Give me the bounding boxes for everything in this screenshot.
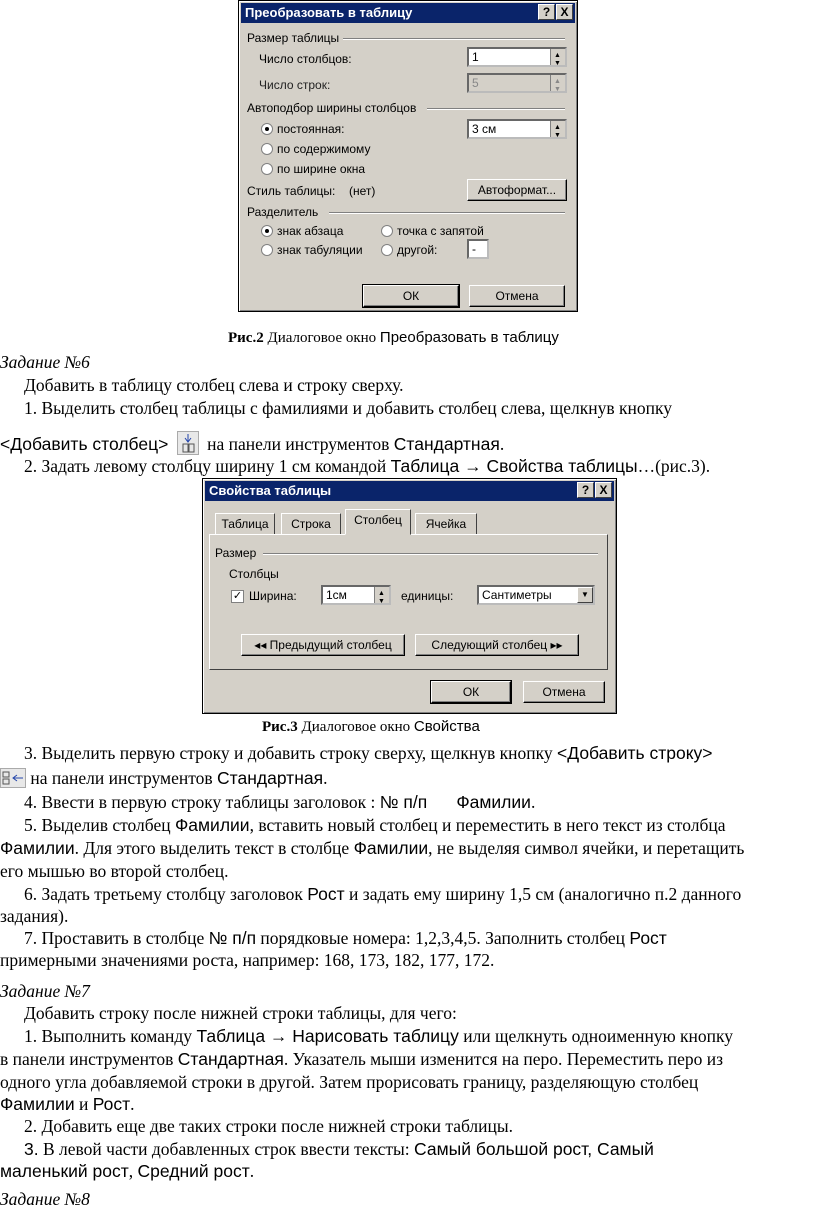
task-6-step-6: 6. Задать третьему столбцу заголовок Рост и задать ему ширину 1,5 см (аналогично п.2 данного — [24, 884, 742, 904]
task-6-step-3: 3. Выделить первую строку и добавить строку сверху, щелкнув кнопку <Добавить строку> — [24, 743, 713, 763]
separator-group-label: Разделитель — [247, 205, 319, 219]
task-7-intro: Добавить строку после нижней строки таблицы, для чего: — [24, 1003, 457, 1023]
para-label: знак абзаца — [277, 224, 344, 238]
task-7-step-3-cont: маленький рост, Средний рост. — [0, 1161, 255, 1181]
style-label: Стиль таблицы: — [247, 184, 336, 198]
size-group-line — [263, 553, 598, 555]
task-6-step-5: 5. Выделив столбец Фамилии, вставить новый столбец и переместить в него текст из столбца — [24, 815, 726, 835]
task-8-title: Задание №8 — [0, 1189, 90, 1209]
convert-to-table-dialog — [238, 0, 578, 312]
other-radio[interactable] — [381, 244, 393, 256]
tab-cell[interactable]: Ячейка — [415, 513, 477, 535]
task-6-step-1: 1. Выделить столбец таблицы с фамилиями и добавить столбец слева, щелкнув кнопку — [24, 398, 673, 418]
ok-button[interactable]: ОК — [431, 681, 511, 703]
task-6-step-5-cont2: его мышью во второй столбец. — [0, 861, 229, 881]
task-6-step-6-cont: задания). — [0, 906, 69, 926]
size-group-line — [343, 38, 565, 40]
dialog-title: Преобразовать в таблицу — [241, 3, 575, 23]
width-value: 1см — [326, 588, 347, 602]
para-radio[interactable] — [261, 225, 273, 237]
width-label: Ширина: — [249, 589, 297, 603]
window-radio[interactable] — [261, 163, 273, 175]
table-properties-dialog — [202, 478, 617, 714]
rows-label: Число строк: — [259, 78, 331, 92]
task-7-title: Задание №7 — [0, 981, 90, 1001]
width-checkbox[interactable]: ✓ — [232, 590, 243, 602]
task-7-step-2: 2. Добавить еще две таких строки после нижней строки таблицы. — [24, 1116, 514, 1136]
other-input[interactable]: - — [467, 239, 489, 259]
size-group-label: Размер таблицы — [247, 31, 340, 45]
fixed-value: 3 см — [472, 122, 497, 136]
tab-row[interactable]: Строка — [281, 513, 341, 535]
task-7-step-1-cont: в панели инструментов Стандартная. Указатель мыши изменится на перо. Переместить перо из — [0, 1049, 724, 1069]
width-stepper[interactable] — [321, 585, 391, 605]
autoformat-button[interactable]: Автоформат... — [467, 179, 567, 201]
cols-spin[interactable] — [550, 49, 565, 65]
add-row-icon — [0, 768, 26, 788]
units-label: единицы: — [401, 589, 454, 603]
close-button[interactable]: X — [556, 4, 573, 20]
content-radio[interactable] — [261, 143, 273, 155]
style-value: (нет) — [349, 184, 376, 198]
help-button[interactable]: ? — [577, 482, 594, 498]
rows-value: 5 — [472, 76, 479, 90]
task-6-step-3-cont: на панели инструментов Стандартная. — [0, 768, 327, 789]
columns-label: Столбцы — [229, 567, 279, 581]
fixed-width-stepper[interactable] — [467, 119, 567, 139]
task-6-step-2: 2. Задать левому столбцу ширину 1 см командой Таблица → Свойства таблицы…(рис.3). — [24, 456, 711, 476]
size-group-label: Размер — [215, 546, 257, 560]
task-6-title: Задание №6 — [0, 352, 90, 372]
content-label: по содержимому — [277, 142, 371, 156]
task-6-step-4: 4. Ввести в первую строку таблицы заголовок : № п/п Фамилии. — [24, 792, 536, 812]
close-button[interactable]: X — [595, 482, 612, 498]
cols-stepper[interactable] — [467, 47, 567, 67]
semicolon-label: точка с запятой — [397, 224, 484, 238]
tab-radio[interactable] — [261, 244, 273, 256]
task-7-step-1-cont2: одного угла добавляемой строки в другой. Затем прорисовать границу, разделяющую столбец — [0, 1072, 699, 1092]
units-value: Сантиметры — [482, 588, 552, 602]
task-7-step-1-cont3: Фамилии и Рост. — [0, 1094, 135, 1114]
figure-2-caption: Рис.2 Диалоговое окно Преобразовать в таблицу — [228, 329, 559, 346]
tab-table[interactable]: Таблица — [215, 513, 275, 535]
task-6-intro: Добавить в таблицу столбец слева и строку сверху. — [24, 375, 404, 395]
autofit-group-label: Автоподбор ширины столбцов — [247, 101, 417, 115]
figure-3-caption: Рис.3 Диалоговое окно Свойства — [262, 718, 480, 735]
add-column-icon — [177, 431, 199, 455]
task-7-step-1: 1. Выполнить команду Таблица → Нарисовать таблицу или щелкнуть одноименную кнопку — [24, 1026, 734, 1046]
task-6-step-7-cont: примерными значениями роста, например: 168, 173, 182, 177, 172. — [0, 950, 495, 970]
width-spin[interactable] — [374, 587, 389, 603]
task-7-step-3: 3. В левой части добавленных строк ввести тексты: Самый большой рост, Самый — [24, 1139, 654, 1159]
dialog-title: Свойства таблицы — [205, 481, 614, 501]
task-6-step-5-cont: Фамилии. Для этого выделить текст в столбце Фамилии, не выделяя символ ячейки, и перетащить — [0, 838, 745, 858]
task-6-step-7: 7. Проставить в столбце № п/п порядковые номера: 1,2,3,4,5. Заполнить столбец Рост — [24, 928, 667, 948]
fixed-label: постоянная: — [277, 122, 345, 136]
autofit-group-line — [427, 108, 565, 110]
semicolon-radio[interactable] — [381, 225, 393, 237]
tab-label: знак табуляции — [277, 243, 363, 257]
ok-button[interactable]: ОК — [363, 285, 459, 307]
cols-value: 1 — [472, 50, 479, 64]
cols-label: Число столбцов: — [259, 52, 352, 66]
cancel-button[interactable]: Отмена — [523, 681, 605, 703]
fixed-spin[interactable] — [550, 121, 565, 137]
chevron-down-icon[interactable]: ▼ — [577, 587, 593, 603]
task-6-step-1-cont: <Добавить столбец> на панели инструментов Стандартная. — [0, 431, 504, 455]
rows-stepper[interactable] — [467, 73, 567, 93]
prev-column-button[interactable]: ◂◂ Предыдущий столбец — [241, 634, 405, 656]
cancel-button[interactable]: Отмена — [469, 285, 565, 307]
next-column-button[interactable]: Следующий столбец ▸▸ — [415, 634, 579, 656]
window-label: по ширине окна — [277, 162, 366, 176]
units-select[interactable] — [477, 585, 595, 605]
help-button[interactable]: ? — [538, 4, 555, 20]
fixed-radio[interactable] — [261, 123, 273, 135]
separator-group-line — [329, 212, 565, 214]
tab-column[interactable]: Столбец — [345, 509, 411, 535]
rows-spin[interactable] — [550, 75, 565, 91]
other-label: другой: — [397, 243, 438, 257]
